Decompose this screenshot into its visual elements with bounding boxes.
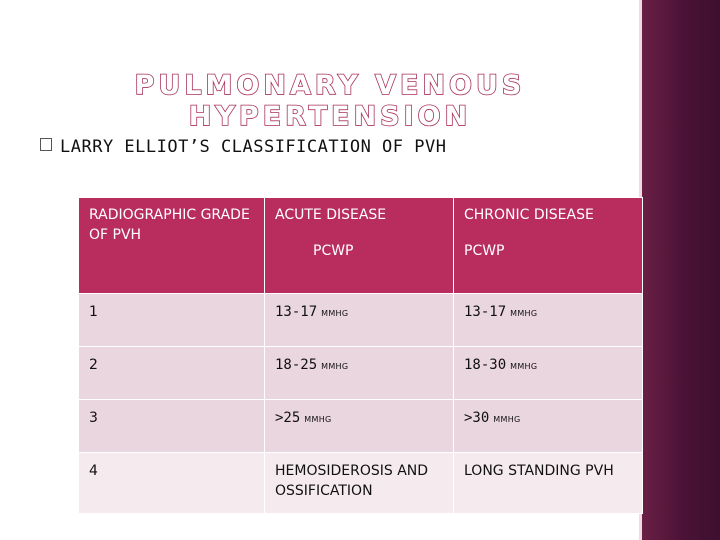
acute-cell (265, 347, 454, 400)
chronic-unit: MMHG (510, 309, 538, 318)
table-row (79, 400, 643, 453)
chronic-cell (454, 453, 643, 514)
grade-value: 1 (89, 304, 98, 320)
chronic-value: 13-17 (464, 304, 507, 320)
header-acute-sub: PCWP (313, 243, 354, 259)
acute-value: >25 (275, 410, 301, 426)
bullet-text: LARRY ELLIOT’S CLASSIFICATION OF PVH (60, 137, 447, 157)
acute-value: 18-25 (275, 357, 318, 373)
header-chronic-label: CHRONIC DISEASE (464, 207, 594, 223)
grade-cell (79, 400, 265, 453)
grade-value: 4 (89, 463, 98, 479)
header-chronic (454, 198, 643, 294)
header-grade (79, 198, 265, 294)
bullet-square-icon (40, 138, 52, 151)
acute-cell (265, 294, 454, 347)
pvh-classification-table (78, 197, 643, 514)
acute-unit: MMHG (304, 415, 332, 424)
table-row (79, 294, 643, 347)
chronic-cell (454, 347, 643, 400)
chronic-value: LONG STANDING PVH (464, 463, 614, 479)
bullet-point (40, 137, 446, 157)
acute-cell (265, 453, 454, 514)
acute-value: 13-17 (275, 304, 318, 320)
acute-cell (265, 400, 454, 453)
header-chronic-sub: PCWP (464, 243, 505, 259)
chronic-value: 18-30 (464, 357, 507, 373)
table-row (79, 347, 643, 400)
slide-title: PULMONARY VENOUS HYPERTENSION (134, 70, 526, 132)
chronic-value: >30 (464, 410, 490, 426)
chronic-cell (454, 294, 643, 347)
table-header-row (79, 198, 643, 294)
acute-value: HEMOSIDEROSIS AND OSSIFICATION (275, 463, 429, 499)
grade-cell (79, 347, 265, 400)
header-acute (265, 198, 454, 294)
chronic-unit: MMHG (510, 362, 538, 371)
chronic-cell (454, 400, 643, 453)
grade-value: 3 (89, 410, 98, 426)
acute-unit: MMHG (321, 309, 349, 318)
chronic-unit: MMHG (493, 415, 521, 424)
grade-cell (79, 453, 265, 514)
header-grade-label: RADIOGRAPHIC GRADE OF PVH (89, 207, 250, 243)
table-row (79, 453, 643, 514)
acute-unit: MMHG (321, 362, 349, 371)
grade-value: 2 (89, 357, 98, 373)
header-acute-label: ACUTE DISEASE (275, 207, 387, 223)
grade-cell (79, 294, 265, 347)
